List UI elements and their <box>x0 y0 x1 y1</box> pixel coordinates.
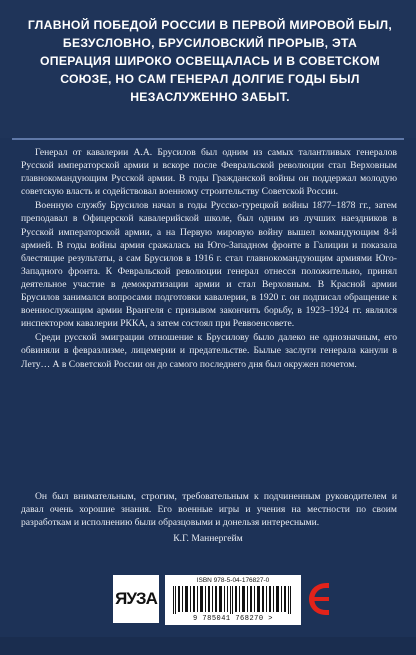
bottom-strip <box>0 637 416 655</box>
bio-paragraph-3: Среди русской эмиграции отношение к Брусилову было далеко не однозначным, его обвиняли в февразлизме, лицемерии и предательстве. Былые заслуги генерала канули в Лету… А в Советской России он до самого последнего дня был окружен почетом. <box>21 332 397 370</box>
barcode-digits: 9 785041 768270 > <box>193 615 273 623</box>
eksmo-logo-icon <box>305 577 335 621</box>
bio-text <box>21 146 397 372</box>
isbn-text: ISBN 978-5-04-176827-0 <box>196 577 270 584</box>
barcode-icon <box>173 586 293 614</box>
quote-block <box>21 490 397 530</box>
bio-paragraph-1: Генерал от кавалерии А.А. Брусилов был одним из самых талантливых генералов Русской императорской армии и вскоре после Февральской революции стал Верховным главнокомандующим Русской армии. В годы Гражданской войны он поддержал молодую советскую власть и содействовал военному строительству Советской России. <box>21 147 397 198</box>
yauza-logo: ЯУЗА <box>113 575 159 623</box>
divider-line <box>12 138 404 140</box>
quote-text: Он был внимательным, строгим, требовательным к подчиненным руководителем и давал очень хорошие знания. Его военные игры и учения на местности по своим разработкам и исполнению были образцовыми и донельзя интересными. <box>21 491 397 529</box>
bio-paragraph-2: Военную службу Брусилов начал в годы Русско-турецкой войны 1877–1878 гг., затем преподавал в Офицерской кавалерийской школе, был одним из лучших наездников в Русской императорской армии, а на Первую мировую войну вышел командующим 8-й армией. В годы войны армия сражалась на Юго-Западном фронте в Галиции и показала блестящие результаты, а сам Брусилов в 1916 г. стал главнокомандующим армиями Юго-Западного фронта. К Февральской революции генерал отнесся положительно, принял деятельное участие в демократизации армии и стал Верховным. В Красной армии Брусилов занимался вопросами подготовки кавалерии, в 1920 г. он подписал обращение к военнослужащим армии Врангеля с призывом закончить борьбу, в 1923–1924 гг. являлся инспектором кавалерии РККА, а затем состоял при Реввоенсовете. <box>21 200 397 330</box>
barcode-box <box>165 575 301 625</box>
quote-signature: К.Г. Маннергейм <box>173 533 243 544</box>
headline: ГЛАВНОЙ ПОБЕДОЙ РОССИИ В ПЕРВОЙ МИРОВОЙ БЫЛ, БЕЗУСЛОВНО, БРУСИЛОВСКИЙ ПРОРЫВ, ЭТА ОПЕРАЦИЯ ШИРОКО ОСВЕЩАЛАСЬ И В СОВЕТСКОМ СОЮЗЕ, НО САМ ГЕНЕРАЛ ДОЛГИЕ ГОДЫ БЫЛ НЕЗАСЛУЖЕННО ЗАБЫТ. <box>27 18 393 104</box>
